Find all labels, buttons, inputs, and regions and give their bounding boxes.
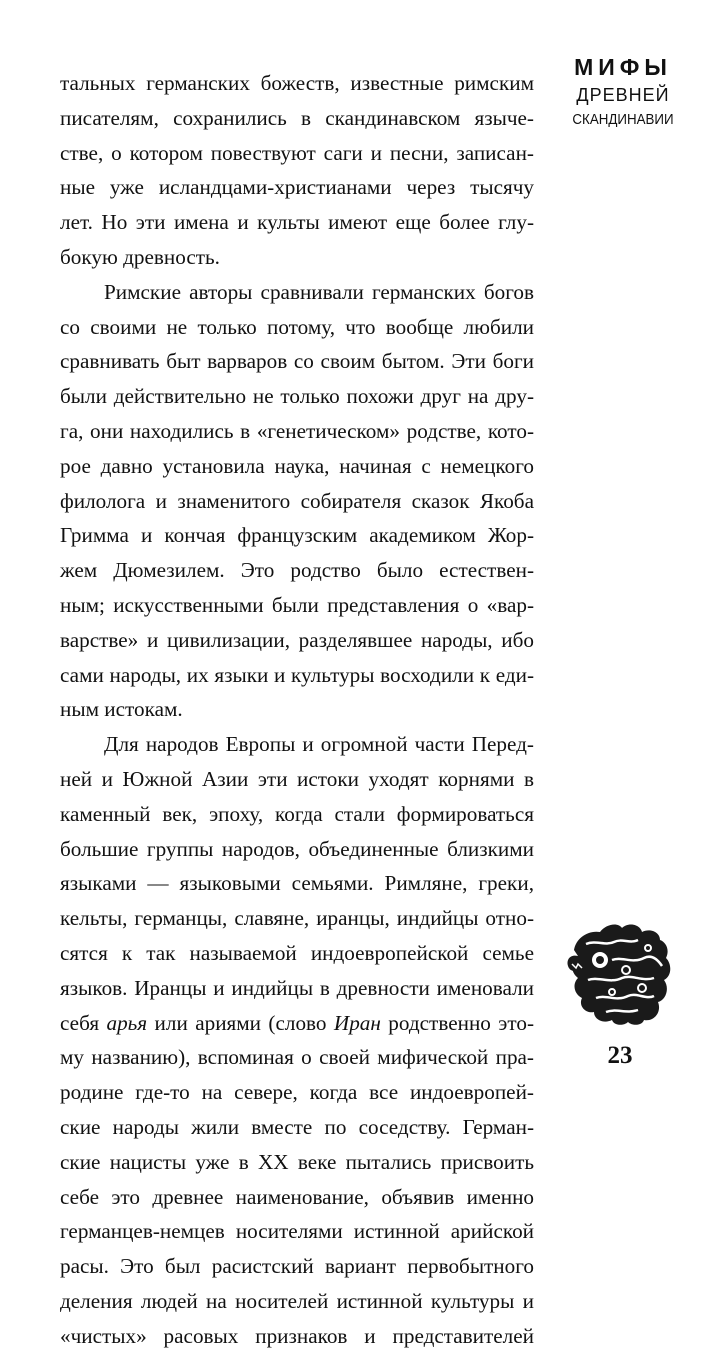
text-line: жем Дюмезилем. Это родство было естествен- xyxy=(60,558,534,583)
text-line: стве, о котором повествуют саги и песни, записан- xyxy=(60,140,534,165)
text-line: «чистых» расовых признаков и представителей xyxy=(60,1323,534,1348)
text-line: га, они находились в «генетическом» родстве, кото- xyxy=(60,418,534,443)
text-line: родине где-то на севере, когда все индоевропей- xyxy=(60,1080,534,1105)
paragraph-3 xyxy=(60,727,534,1353)
text-line: писателям, сохранились в скандинавском языче- xyxy=(60,105,534,130)
text-line: сравнивать быт варваров со своим бытом. Эти боги xyxy=(60,349,534,374)
text-line: расы. Это был расистский вариант первобытного xyxy=(60,1254,534,1279)
viking-dragon-head-ornament-icon xyxy=(566,920,676,1028)
running-header-title: МИФЫ xyxy=(574,54,672,80)
text-line: со своими не только потому, что вообще любили xyxy=(60,314,534,339)
text-line: деления людей на носителей истинной культуры и xyxy=(60,1288,534,1313)
text-line: ские нацисты уже в XX веке пытались присвоить xyxy=(60,1149,534,1174)
body-text xyxy=(60,66,534,1353)
text-line: Для народов Европы и огромной части Перед- xyxy=(104,732,534,757)
text-line: языками — языковыми семьями. Римляне, греки, xyxy=(60,871,534,896)
text-line: себе это древнее наименование, объявив именно xyxy=(60,1184,534,1209)
text-line: большие группы народов, объединенные близкими xyxy=(60,836,534,861)
paragraph-1 xyxy=(60,66,534,275)
italic-word: арья xyxy=(106,1010,148,1035)
paragraph-2 xyxy=(60,275,534,727)
text-line: тальных германских божеств, известные римским xyxy=(60,71,534,95)
text-line: ней и Южной Азии эти истоки уходят корнями в xyxy=(60,766,534,791)
text-line: кельты, германцы, славяне, иранцы, индийцы отно- xyxy=(60,906,534,931)
italic-word: Иран xyxy=(333,1010,381,1035)
text-line: были действительно не только похожи друг на дру- xyxy=(60,384,534,409)
text-line: бокую древность. xyxy=(60,244,220,269)
text-line: германцев-немцев носителями истинной арийской xyxy=(60,1219,534,1244)
text-line: ные уже исландцами-христианами через тысячу xyxy=(60,175,534,200)
running-header-subtitle-2: СКАНДИНАВИИ xyxy=(572,112,674,128)
text-line: лет. Но эти имена и культы имеют еще более глу- xyxy=(60,210,534,235)
text-line: ным истокам. xyxy=(60,697,183,722)
text-line: варстве» и цивилизации, разделявшее народы, ибо xyxy=(60,627,534,652)
text-line: сятся к так называемой индоевропейской семье xyxy=(60,940,534,965)
page-number: 23 xyxy=(607,1042,633,1069)
text-line-italic-words: себя арья или ариями (слово Иран родственно это- xyxy=(60,1010,534,1035)
text-line: Гримма и кончая французским академиком Жор- xyxy=(60,523,534,548)
running-header xyxy=(568,52,678,132)
text-line: рое давно установила наука, начиная с немецкого xyxy=(60,453,534,478)
text-line: филолога и знаменитого собирателя сказок Якоба xyxy=(60,488,534,513)
text-line: ские народы жили вместе по соседству. Герман- xyxy=(60,1114,534,1139)
text-line: ным; искусственными были представления о «вар- xyxy=(60,592,534,617)
text-line: Римские авторы сравнивали германских богов xyxy=(104,279,534,304)
text-line: языков. Иранцы и индийцы в древности именовали xyxy=(60,975,534,1000)
text-line: му названию), вспоминая о своей мифической пра- xyxy=(60,1045,534,1070)
running-header-subtitle: ДРЕВНЕЙ xyxy=(576,85,670,105)
text-line: сами народы, их языки и культуры восходили к еди- xyxy=(60,662,534,687)
text-line: каменный век, эпоху, когда стали формироваться xyxy=(60,801,534,826)
